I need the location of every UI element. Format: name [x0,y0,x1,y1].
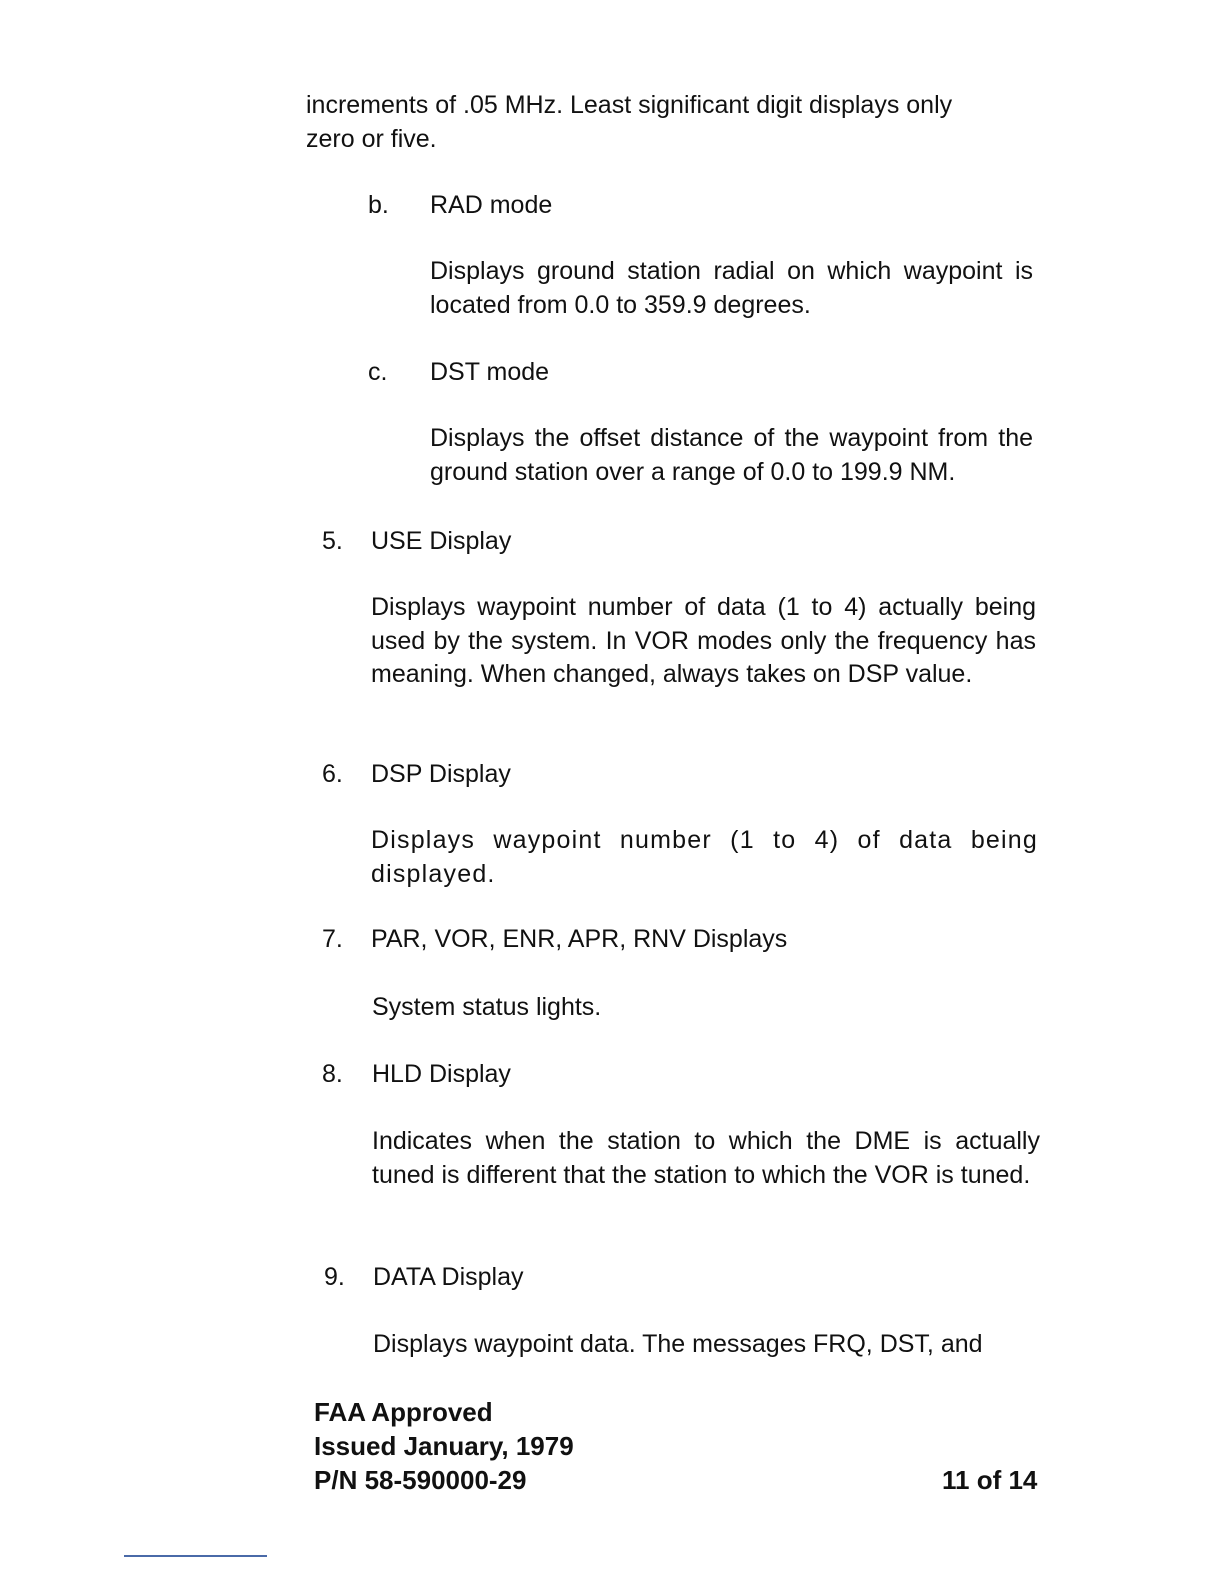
item-7-heading: PAR, VOR, ENR, APR, RNV Displays [371,925,788,953]
item-5-text: Displays waypoint number of data (1 to 4) actually being used by the system. In VOR modes only the frequency has meaning. When changed, always takes on DSP value. [371,593,1036,688]
intro-line-2: zero or five. [306,125,437,153]
bottom-rule [124,1555,267,1557]
intro-line-1: increments of .05 MHz. Least significant digit displays only [306,91,953,119]
item-6-number: 6. [322,760,343,788]
item-8-heading: HLD Display [372,1060,511,1088]
item-5-number: 5. [322,527,343,555]
item-6-text: Displays waypoint number (1 to 4) of data being displayed. [371,826,1038,888]
item-6-heading: DSP Display [371,760,511,788]
subitem-c-heading: DST mode [430,358,550,386]
subitem-c-marker: c. [368,358,388,386]
item-5-heading: USE Display [371,527,512,555]
item-9-number: 9. [324,1263,345,1291]
subitem-c-text: Displays the offset distance of the waypoint from the ground station over a range of 0.0 to 199.9 NM. [430,424,1033,486]
subitem-b-text: Displays ground station radial on which waypoint is located from 0.0 to 359.9 degrees. [430,257,1033,319]
footer-page-number: 11 of 14 [942,1465,1038,1495]
footer-part-number: P/N 58-590000-29 [314,1465,527,1495]
footer-approval: FAA Approved [314,1397,493,1427]
item-7-number: 7. [322,925,343,953]
item-8-number: 8. [322,1060,343,1088]
item-9-text: Displays waypoint data. The messages FRQ, DST, and [373,1330,983,1358]
footer-issued: Issued January, 1979 [314,1431,574,1461]
subitem-b-heading: RAD mode [430,191,553,219]
item-7-text: System status lights. [372,993,602,1021]
subitem-b-marker: b. [368,191,389,219]
item-8-text: Indicates when the station to which the DME is actually tuned is different that the station to which the VOR is tuned. [372,1127,1040,1189]
item-9-heading: DATA Display [373,1263,524,1291]
